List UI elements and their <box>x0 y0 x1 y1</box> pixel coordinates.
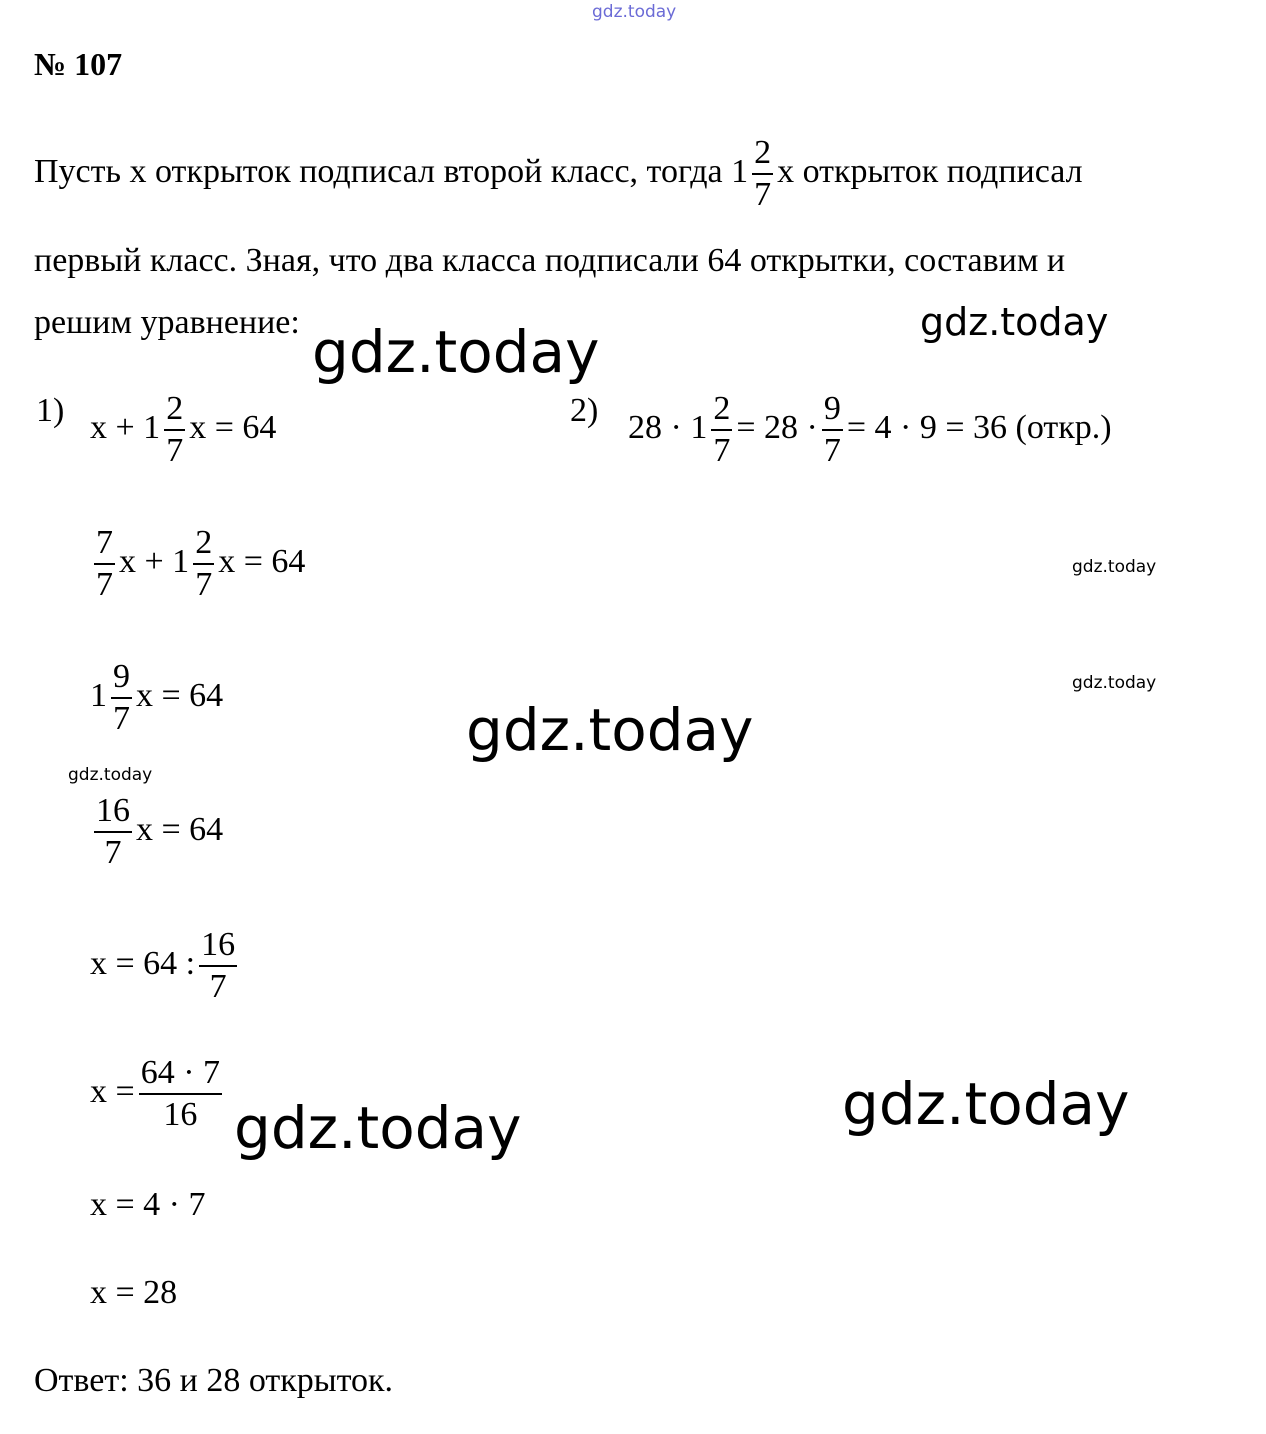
fraction-numerator: 2 <box>711 392 732 431</box>
step-2-label: 2) <box>570 392 599 429</box>
equation-1 <box>90 392 276 468</box>
watermark: gdz.today <box>920 300 1109 344</box>
intro-line-3: решим уравнение: <box>34 304 300 341</box>
fraction <box>193 526 214 602</box>
fraction-denominator: 7 <box>754 176 772 213</box>
equation-text: x + 1 <box>119 542 190 580</box>
equation-text: x = 64 <box>136 810 224 848</box>
fraction <box>164 392 185 468</box>
fraction <box>139 1056 222 1132</box>
watermark: gdz.today <box>68 765 153 785</box>
watermark: gdz.today <box>1072 673 1157 693</box>
fraction-denominator: 7 <box>96 566 113 603</box>
fraction-numerator: 16 <box>199 928 237 967</box>
equation-text: 1 <box>90 676 107 714</box>
equation-8: x = 28 <box>90 1274 178 1311</box>
fraction-denominator: 7 <box>209 968 227 1005</box>
answer: Ответ: 36 и 28 открыток. <box>34 1362 394 1399</box>
watermark: gdz.today <box>466 696 754 764</box>
step-2-equation <box>628 392 1112 468</box>
fraction-denominator: 7 <box>166 432 184 469</box>
watermark-top: gdz.today <box>592 2 677 22</box>
equation-text: = 28 · <box>736 408 818 446</box>
intro-line-1-start: Пусть x открыток подписал второй класс, тогда 1 <box>34 152 749 190</box>
equation-3 <box>90 660 223 736</box>
fraction <box>711 392 732 468</box>
step-1-label: 1) <box>36 392 65 429</box>
equation-text: x = 64 <box>136 676 224 714</box>
fraction-numerator: 2 <box>193 526 214 565</box>
fraction-denominator: 7 <box>104 834 122 871</box>
intro-line-1-end: x открыток подписал <box>777 152 1083 190</box>
equation-text: x = 64 <box>218 542 306 580</box>
watermark: gdz.today <box>1072 557 1157 577</box>
fraction <box>94 794 132 870</box>
equation-text: x = <box>90 1072 135 1110</box>
fraction-denominator: 7 <box>195 566 213 603</box>
watermark: gdz.today <box>234 1094 522 1162</box>
equation-2 <box>90 526 305 602</box>
equation-text: x = 64 <box>189 408 277 446</box>
fraction-numerator: 2 <box>752 136 773 175</box>
fraction-denominator: 7 <box>113 700 130 737</box>
equation-text: x = 64 : <box>90 944 196 982</box>
fraction-numerator: 64 · 7 <box>139 1056 222 1095</box>
fraction-numerator: 9 <box>822 392 843 431</box>
equation-text: x + 1 <box>90 408 161 446</box>
fraction-numerator: 9 <box>111 660 132 699</box>
equation-7: x = 4 · 7 <box>90 1186 206 1223</box>
fraction-numerator: 16 <box>94 794 132 833</box>
fraction-denominator: 7 <box>823 432 841 469</box>
mixed-fraction <box>752 136 773 212</box>
problem-number: № 107 <box>34 46 123 82</box>
watermark: gdz.today <box>842 1070 1130 1138</box>
equation-4 <box>90 794 223 870</box>
intro-line-1 <box>34 136 1083 212</box>
equation-text: 28 · 1 <box>628 408 708 446</box>
fraction-numerator: 2 <box>164 392 185 431</box>
fraction <box>111 660 132 736</box>
fraction <box>94 526 115 602</box>
fraction-numerator: 7 <box>94 526 115 565</box>
intro-line-2: первый класс. Зная, что два класса подписали 64 открытки, составим и <box>34 242 1066 279</box>
equation-5 <box>90 928 241 1004</box>
watermark: gdz.today <box>312 318 600 386</box>
fraction <box>822 392 843 468</box>
fraction-denominator: 16 <box>163 1096 198 1133</box>
equation-6 <box>90 1056 226 1132</box>
fraction-denominator: 7 <box>713 432 731 469</box>
fraction <box>199 928 237 1004</box>
equation-text: = 4 · 9 = 36 (откр.) <box>846 408 1112 446</box>
